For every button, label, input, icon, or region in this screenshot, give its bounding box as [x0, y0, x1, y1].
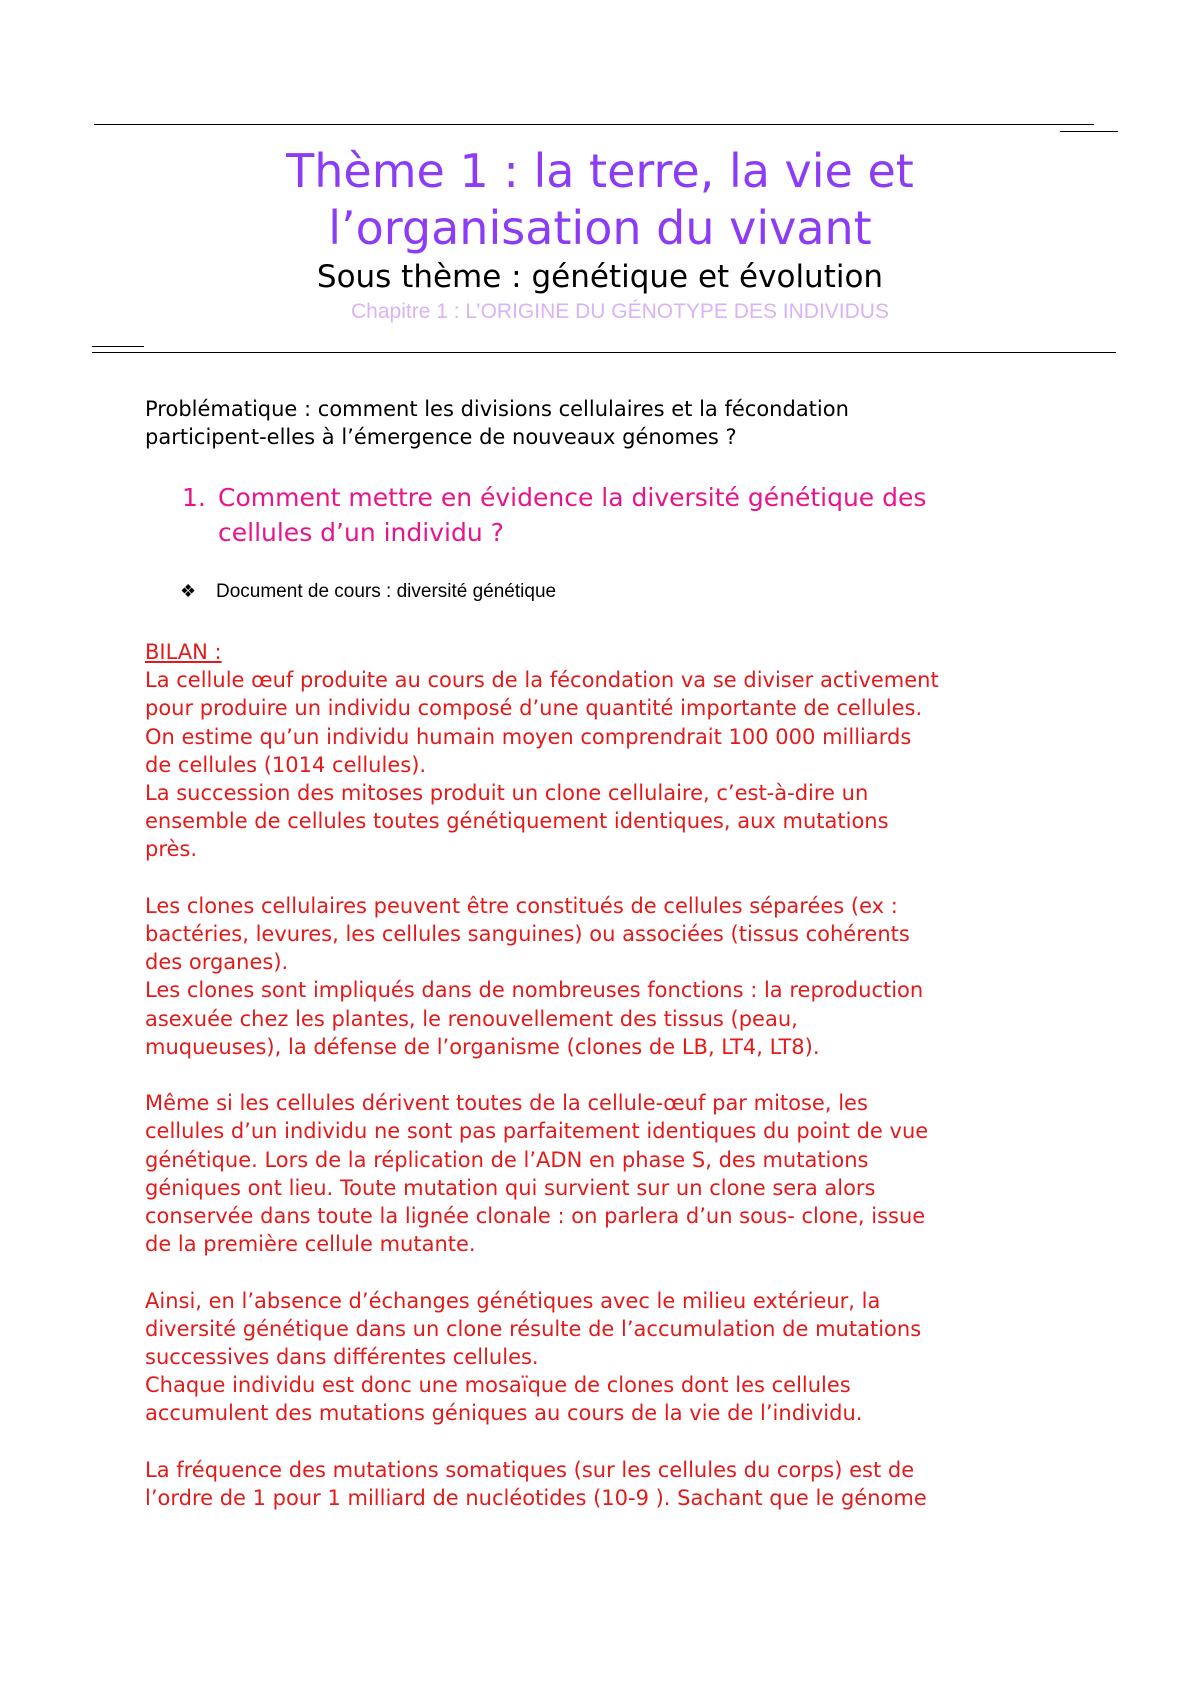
paragraph-gap	[145, 1428, 1105, 1456]
bottom-rule-lower	[92, 352, 1116, 353]
problematique-line-1: Problématique : comment les divisions cellulaires et la fécondation	[145, 397, 849, 421]
section-heading-line-2: cellules d’un individu ?	[218, 518, 504, 547]
bilan-line: de cellules (1014 cellules).	[145, 752, 427, 777]
bilan-line: successives dans différentes cellules.	[145, 1345, 539, 1370]
page-title	[90, 143, 1110, 257]
problematique	[145, 395, 1105, 451]
bilan-line: Chaque individu est donc une mosaïque de clones dont les cellules	[145, 1373, 851, 1398]
bilan-line: de la première cellule mutante.	[145, 1232, 476, 1257]
bottom-rule-upper	[92, 346, 144, 347]
bilan-line: muqueuses), la défense de l’organisme (clones de LB, LT4, LT8).	[145, 1034, 820, 1059]
bilan-line: géniques ont lieu. Toute mutation qui survient sur un clone sera alors	[145, 1175, 876, 1200]
bilan-line: bactéries, levures, les cellules sanguines) ou associées (tissus cohérents	[145, 922, 910, 947]
top-rule-lower	[1060, 131, 1118, 132]
document-label: Document de cours : diversité génétique	[216, 581, 557, 602]
bilan-line: l’ordre de 1 pour 1 milliard de nucléotides (10-9 ). Sachant que le génome	[145, 1486, 927, 1511]
title-line-1: Thème 1 : la terre, la vie et	[286, 144, 914, 198]
section-number: 1.	[182, 483, 206, 512]
bilan-line: des organes).	[145, 950, 289, 975]
bilan-section	[145, 638, 1105, 1512]
bilan-line: génétique. Lors de la réplication de l’ADN en phase S, des mutations	[145, 1147, 869, 1172]
paragraph-gap	[145, 864, 1105, 892]
bilan-line: Même si les cellules dérivent toutes de la cellule-œuf par mitose, les	[145, 1091, 868, 1116]
title-line-2: l’organisation du vivant	[328, 201, 872, 255]
bilan-line: pour produire un individu composé d’une quantité importante de cellules.	[145, 696, 923, 721]
bilan-line: asexuée chez les plantes, le renouvellement des tissus (peau,	[145, 1006, 798, 1031]
bilan-line: Ainsi, en l’absence d’échanges génétiques avec le milieu extérieur, la	[145, 1288, 881, 1313]
bilan-line: La succession des mitoses produit un clone cellulaire, c’est-à-dire un	[145, 781, 869, 806]
title-block	[90, 143, 1110, 327]
bilan-line: Les clones cellulaires peuvent être constitués de cellules séparées (ex :	[145, 893, 898, 918]
bilan-label: BILAN :	[145, 640, 222, 664]
bilan-line: La fréquence des mutations somatiques (sur les cellules du corps) est de	[145, 1457, 915, 1482]
bilan-line: La cellule œuf produite au cours de la fécondation va se diviser activement	[145, 668, 939, 693]
problematique-line-2: participent-elles à l’émergence de nouveaux génomes ?	[145, 425, 737, 449]
chapter-heading: Chapitre 1 : L’ORIGINE DU GÉNOTYPE DES INDIVIDUS	[351, 300, 889, 323]
diamond-bullet-icon: ❖	[180, 581, 197, 601]
bilan-line: conservée dans toute la lignée clonale : on parlera d’un sous- clone, issue	[145, 1204, 926, 1229]
subtitle: Sous thème : génétique et évolution	[316, 259, 884, 295]
bilan-line: accumulent des mutations géniques au cours de la vie de l’individu.	[145, 1401, 863, 1426]
paragraph-gap	[145, 1258, 1105, 1286]
bilan-line: près.	[145, 837, 198, 862]
bilan-line: diversité génétique dans un clone résulte de l’accumulation de mutations	[145, 1316, 922, 1341]
bilan-line: Les clones sont impliqués dans de nombreuses fonctions : la reproduction	[145, 978, 924, 1003]
document-bullet-item	[180, 578, 556, 605]
paragraph-gap	[145, 1061, 1105, 1089]
top-rule-upper	[94, 124, 1094, 125]
section-heading-line-1: Comment mettre en évidence la diversité génétique des	[218, 483, 927, 512]
bilan-line: On estime qu’un individu humain moyen comprendrait 100 000 milliards	[145, 724, 912, 749]
bilan-line: cellules d’un individu ne sont pas parfaitement identiques du point de vue	[145, 1119, 929, 1144]
section-heading-1	[182, 480, 1082, 550]
bilan-line: ensemble de cellules toutes génétiquement identiques, aux mutations	[145, 809, 889, 834]
